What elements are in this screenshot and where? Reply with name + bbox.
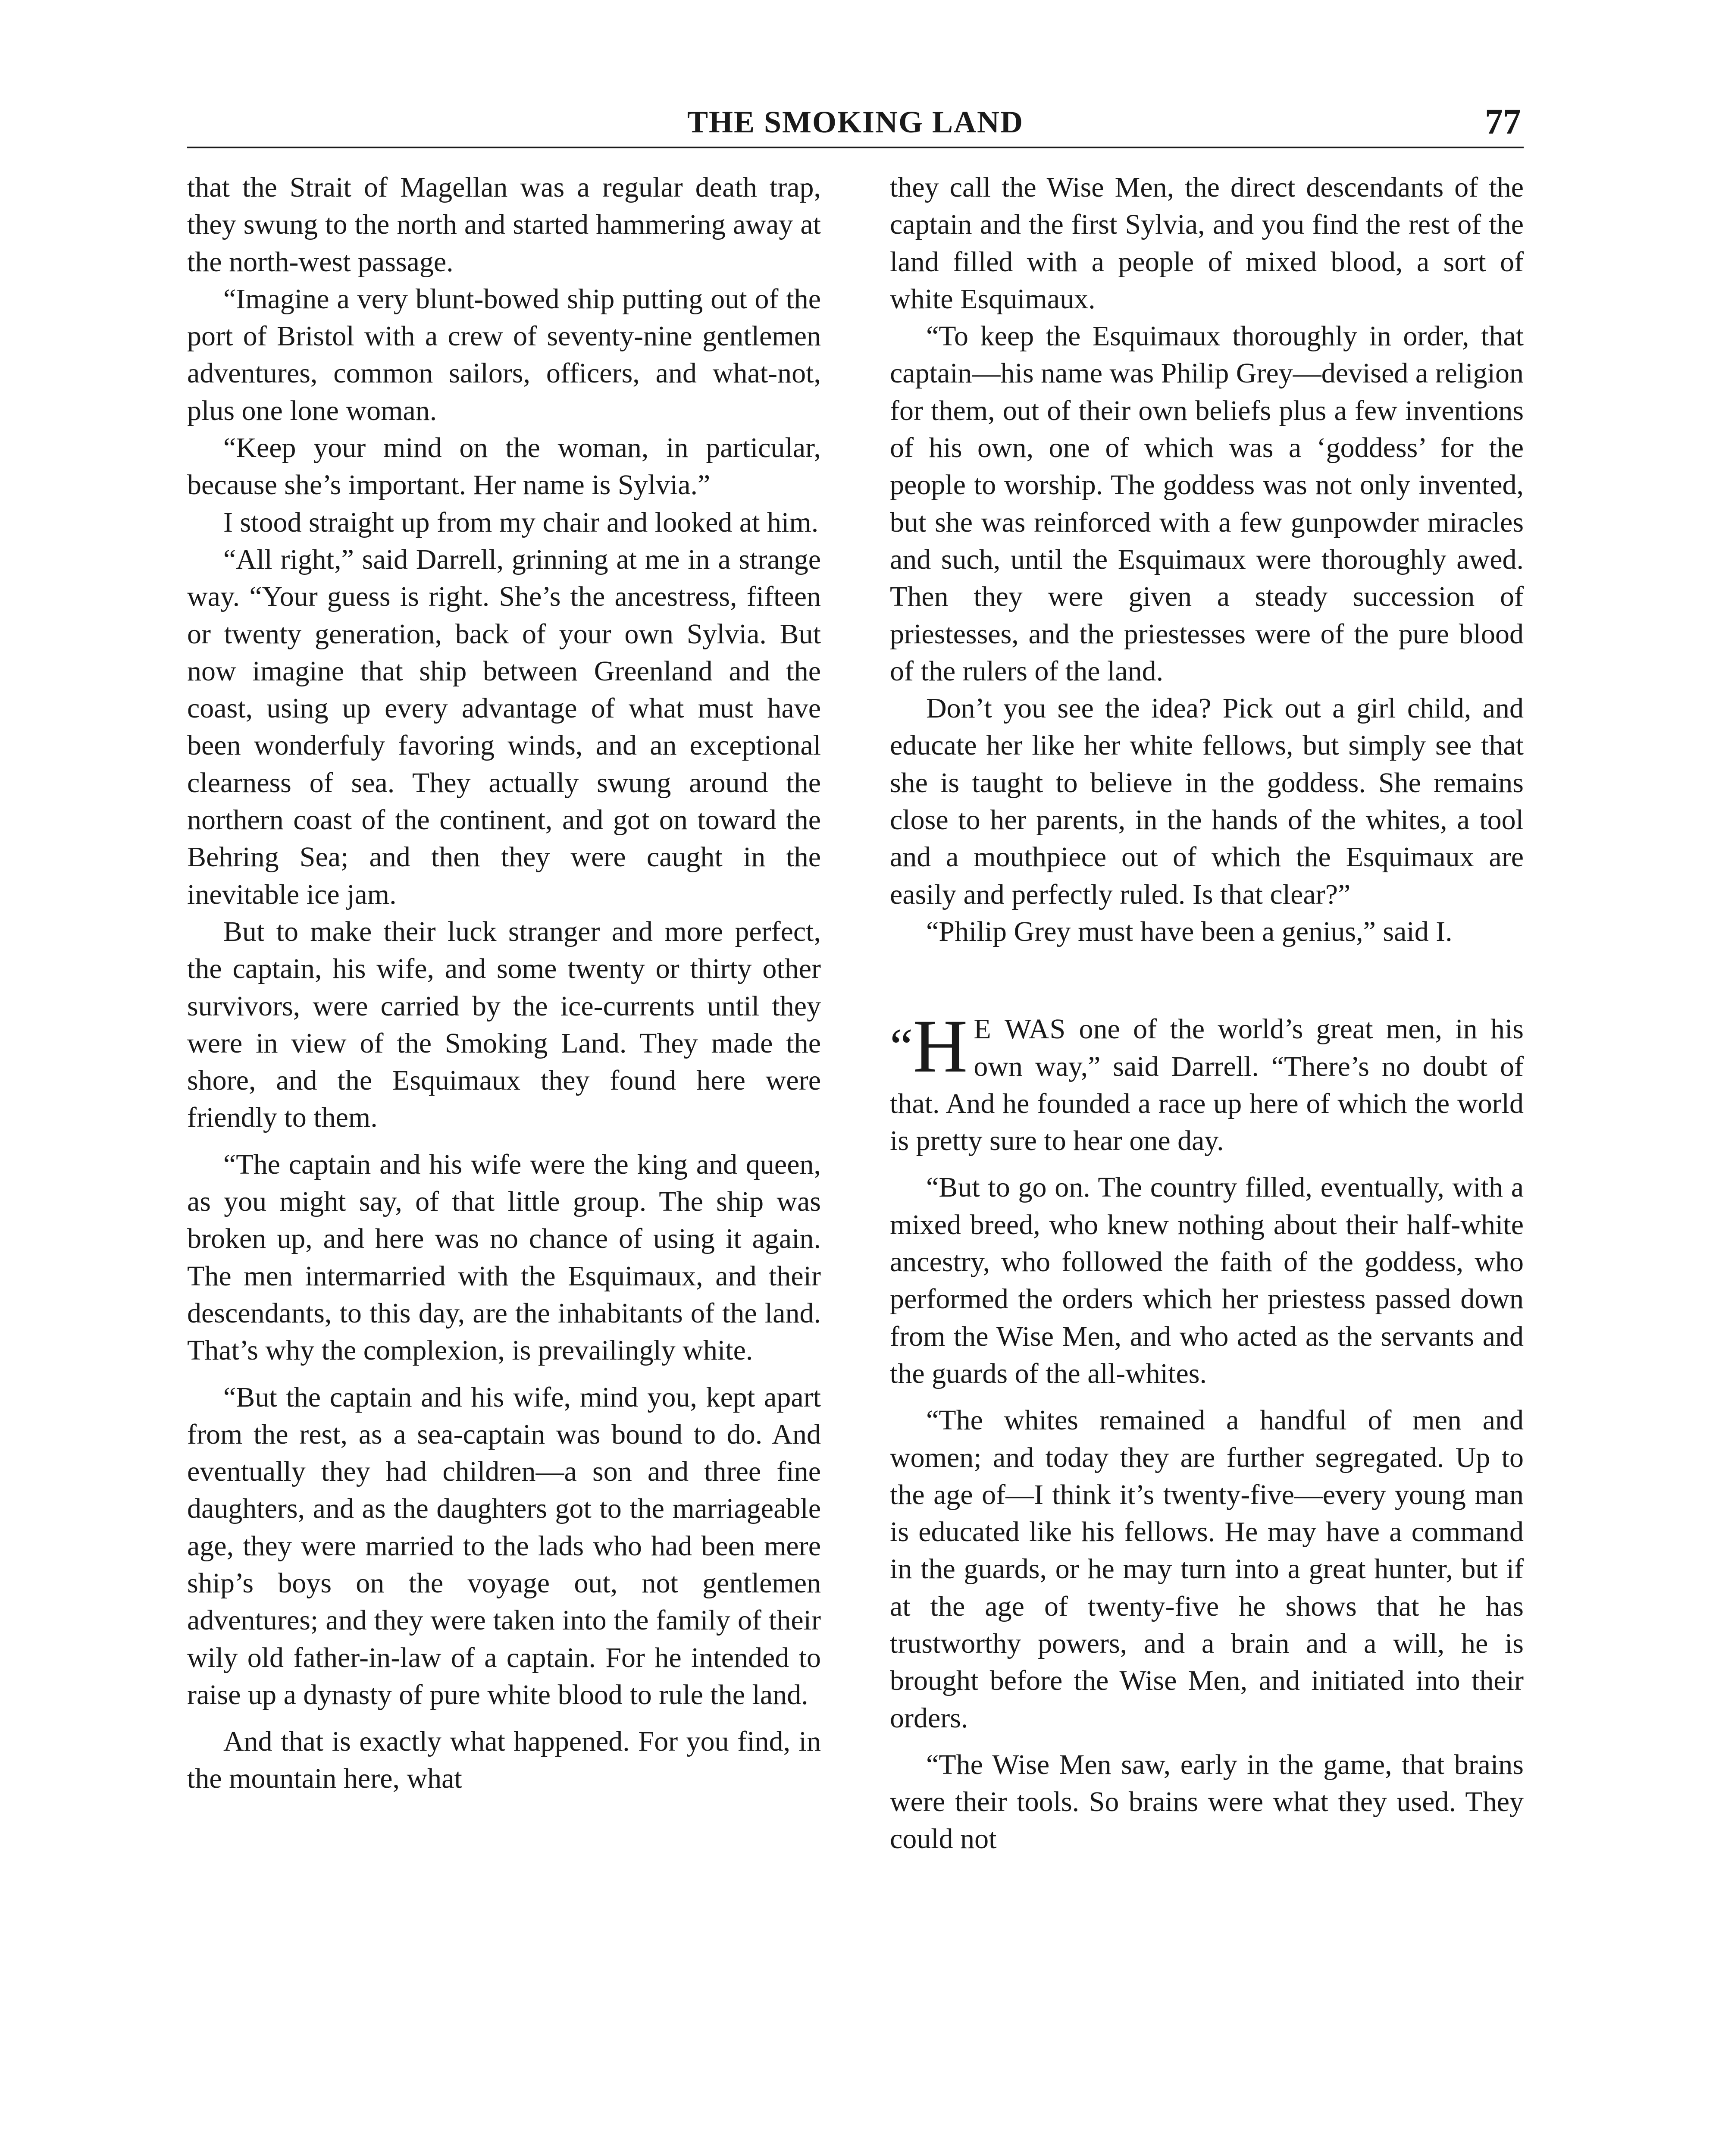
drop-cap bbox=[890, 1011, 968, 1089]
page-number: 77 bbox=[1485, 102, 1521, 142]
section-opening-paragraph bbox=[890, 1011, 1524, 1159]
paragraph: “Philip Grey must have been a genius,” said I. bbox=[926, 915, 1453, 947]
left-column bbox=[187, 169, 821, 1798]
paragraph: “But the captain and his wife, mind you, kept apart from the rest, as a sea-captain was bound to do. And eventually they had children—a son and three fine daughters, and as the daughters got to the marriageable age, they were married to the lads who had been mere ship’s boys on the voyage out, not gentlemen adventures; and they were taken into the family of their wily old father-in-law of a captain. For he intended to raise up a dynasty of pure white blood to rule the land. bbox=[187, 1381, 821, 1711]
lead-in-text: E WAS bbox=[974, 1013, 1066, 1045]
paragraph: And that is exactly what happened. For you find, in the mountain here, what bbox=[187, 1726, 821, 1795]
paragraph: “The Wise Men saw, early in the game, that brains were their tools. So brains were what they used. They could not bbox=[890, 1749, 1524, 1855]
paragraph: But to make their luck stranger and more perfect, the captain, his wife, and some twenty or thirty other survivors, were carried by the ice-currents until they were in view of the Smoking Land. They made the shore, and the Esquimaux they found here were friendly to them. bbox=[187, 915, 821, 1134]
right-column bbox=[890, 169, 1524, 1858]
paragraph-text: one of the world’s great men, in his own way,” said Darrell. “There’s no doubt of that. And he founded a race up here of which the world is pretty sure to hear one day. bbox=[890, 1013, 1524, 1157]
paragraph: Don’t you see the idea? Pick out a girl child, and educate her like her white fellows, but simply see that she is taught to believe in the goddess. She remains close to her parents, in the hands of the whites, a tool and a mouthpiece out of which the Esquimaux are easily and perfectly ruled. Is that clear?” bbox=[890, 693, 1524, 910]
page-header bbox=[187, 103, 1524, 148]
paragraph: I stood straight up from my chair and looked at him. bbox=[223, 506, 819, 538]
page bbox=[187, 103, 1524, 2156]
drop-cap-letter: H bbox=[913, 1011, 968, 1089]
paragraph: “To keep the Esquimaux thoroughly in order, that captain—his name was Philip Grey—devised a religion for them, out of their own beliefs plus a few inventions of his own, one of which was a ‘goddess’ for the people to worship. The goddess was not only invented, but she was reinforced with a few gunpowder miracles and such, until the Esquimaux were thoroughly awed. Then they were given a steady succession of priestesses, and the priestesses were of the pure blood of the rulers of the land. bbox=[890, 320, 1524, 687]
running-title: THE SMOKING LAND bbox=[687, 105, 1024, 139]
paragraph: “The whites remained a handful of men and women; and today they are further segregated. Up to the age of—I think it’s twenty-five—every young man is educated like his fellows. He may have a command in the guards, or he may turn into a great hunter, but if at the age of twenty-five he shows that he has trustworthy powers, and a brain and a will, he is brought before the Wise Men, and initiated into their orders. bbox=[890, 1404, 1524, 1734]
paragraph: “But to go on. The country filled, eventually, with a mixed breed, who knew nothing about their half-white ancestry, who followed the faith of the goddess, who performed the orders which her priestess passed down from the Wise Men, and who acted as the servants and the guards of the all-whites. bbox=[890, 1172, 1524, 1389]
paragraph: “All right,” said Darrell, grinning at me in a strange way. “Your guess is right. She’s the ancestress, fifteen or twenty generation, back of your own Sylvia. But now imagine that ship between Greenland and the coast, using up every advantage of what must have been wonderfuly favoring winds, and an exceptional clearness of sea. They actually swung around the northern coast of the continent, and got on toward the Behring Sea; and then they were caught in the inevitable ice jam. bbox=[187, 543, 821, 910]
paragraph: “Imagine a very blunt-bowed ship putting out of the port of Bristol with a crew of seventy-nine gentlemen adventures, common sailors, officers, and what-not, plus one lone woman. bbox=[187, 283, 821, 426]
drop-cap-quote: “ bbox=[890, 1018, 913, 1075]
paragraph: “The captain and his wife were the king and queen, as you might say, of that little group. The ship was broken up, and here was no chance of using it again. The men intermarried with the Esquimaux, and their descendants, to this day, are the inhabitants of the land. That’s why the complexion, is prevailingly white. bbox=[187, 1148, 821, 1366]
paragraph: “Keep your mind on the woman, in particular, because she’s important. Her name is Sylvia.” bbox=[187, 432, 821, 501]
paragraph: that the Strait of Magellan was a regular death trap, they swung to the north and started hammering away at the north-west passage. bbox=[187, 172, 821, 278]
paragraph: they call the Wise Men, the direct descendants of the captain and the first Sylvia, and you find the rest of the land filled with a people of mixed blood, a sort of white Esquimaux. bbox=[890, 172, 1524, 315]
